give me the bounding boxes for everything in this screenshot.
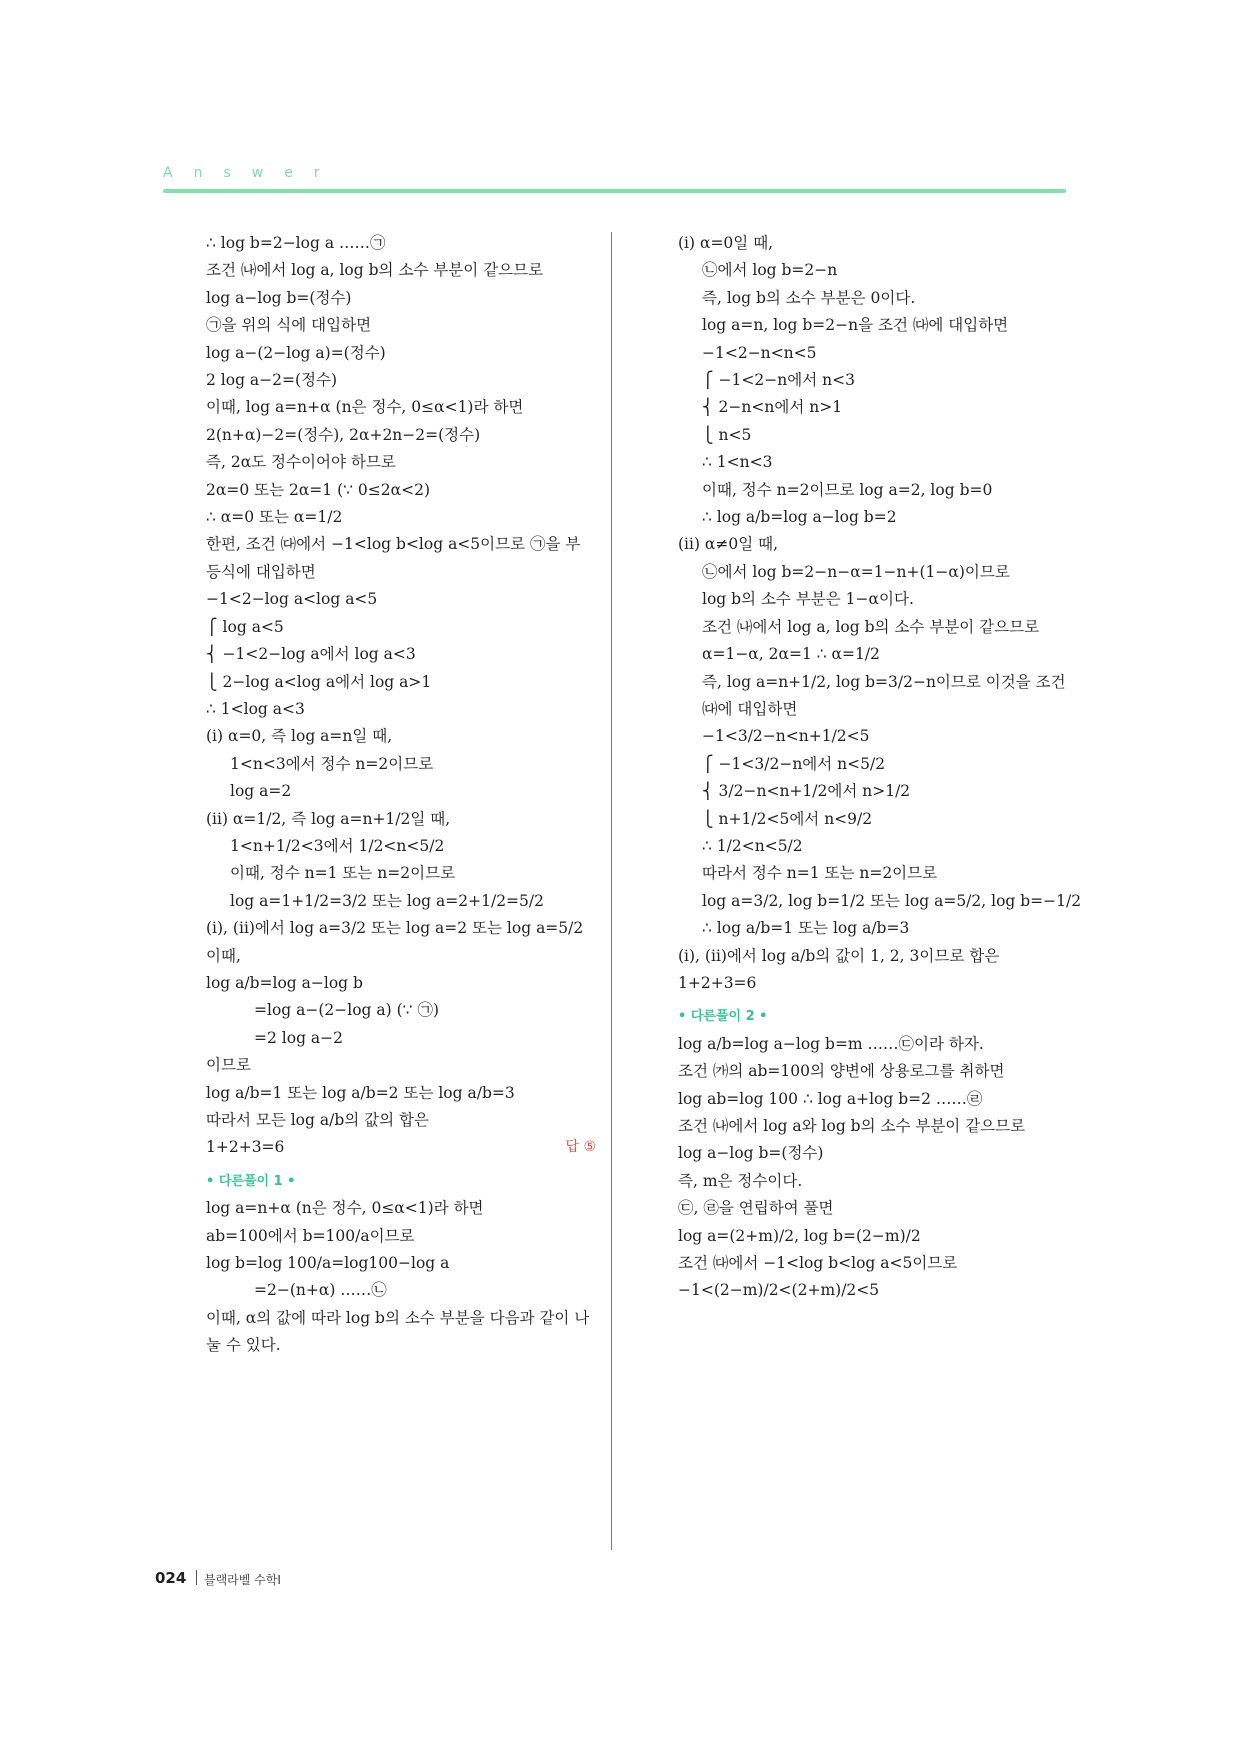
solution-line: ⎧ −1<3/2−n에서 n<5/2 [702,754,886,773]
solution-line: log a=n+α (n은 정수, 0≤α<1)라 하면 [206,1199,484,1218]
solution-line: 즉, m은 정수이다. [678,1171,803,1190]
solution-line: 즉, log a=n+1/2, log b=3/2−n이므로 이것을 조건 [702,672,1066,691]
solution-line: 이때, 정수 n=1 또는 n=2이므로 [230,864,456,883]
solution-line: ab=100에서 b=100/a이므로 [206,1226,415,1245]
solution-line: =2−(n+α) ……㉡ [254,1281,387,1300]
solution-line: 1<n+1/2<3에서 1/2<n<5/2 [230,836,445,855]
solution-line: ㉠을 위의 식에 대입하면 [206,316,372,335]
solution-line: ⎩ n+1/2<5에서 n<9/2 [702,809,873,828]
solution-line: log a=(2+m)/2, log b=(2−m)/2 [678,1226,921,1245]
solution-line: ∴ log b=2−log a ……㉠ [206,234,386,252]
solution-line: −1<3/2−n<n+1/2<5 [702,727,870,746]
solution-line: ㈐에 대입하면 [702,699,798,718]
solution-line: ∴ 1<n<3 [702,453,773,472]
solution-line: 등식에 대입하면 [206,562,316,581]
solution-line: log b=log 100/a=log100−log a [206,1254,450,1273]
solution-line: log a/b=1 또는 log a/b=2 또는 log a/b=3 [206,1083,515,1102]
solution-line: 조건 ㈏에서 log a, log b의 소수 부분이 같으므로 [702,617,1040,636]
solution-line: 이때, 정수 n=2이므로 log a=2, log b=0 [702,480,993,499]
header-rule [163,189,1066,193]
solution-line: 2 log a−2=(정수) [206,371,338,390]
solution-line: −1<2−n<n<5 [702,343,817,362]
solution-line: ㉢, ㉣을 연립하여 풀면 [678,1199,834,1218]
solution-line: 이때, α의 값에 따라 log b의 소수 부분을 다음과 같이 나 [206,1308,590,1327]
solution-line: 1<n<3에서 정수 n=2이므로 [230,754,434,773]
solution-line: 눌 수 있다. [206,1336,281,1355]
solution-line: 2α=0 또는 2α=1 (∵ 0≤2α<2) [206,480,430,499]
solution-line: 조건 ㈎의 ab=100의 양변에 상용로그를 취하면 [678,1062,1005,1081]
solution-line: ㉡에서 log b=2−n [702,261,838,280]
header-label: Answer [163,165,341,181]
solution-line: log a−log b=(정수) [678,1144,824,1163]
solution-line: ∴ α=0 또는 α=1/2 [206,508,343,527]
solution-line: (ⅱ) α≠0일 때, [678,535,779,554]
right-column [678,230,1082,1305]
solution-line: α=1−α, 2α=1 ∴ α=1/2 [702,645,880,664]
solution-line: 조건 ㈐에서 −1<log b<log a<5이므로 [678,1254,958,1273]
solution-line: 따라서 모든 log a/b의 값의 합은 [206,1111,429,1129]
solution-line: (ⅰ) α=0일 때, [678,234,774,252]
solution-line: 이므로 [206,1056,251,1075]
alt-solution-heading: • 다른풀이 2 • [678,1009,768,1025]
solution-line: ⎧ −1<2−n에서 n<3 [702,371,855,390]
solution-line: ⎨ −1<2−log a에서 log a<3 [206,645,416,664]
solution-line: log b의 소수 부분은 1−α이다. [702,590,914,609]
column-divider [611,232,612,1550]
solution-line: ⎧ log a<5 [206,617,284,636]
solution-line: −1<2−log a<log a<5 [206,590,378,609]
solution-line: 이때, log a=n+α (n은 정수, 0≤α<1)라 하면 [206,398,524,417]
solution-line: (ⅰ), (ⅱ)에서 log a=3/2 또는 log a=2 또는 log a=5/2 [206,919,584,938]
solution-line: ⎨ 3/2−n<n+1/2에서 n>1/2 [702,782,911,801]
left-column [206,230,596,1360]
solution-line: (ⅰ), (ⅱ)에서 log a/b의 값이 1, 2, 3이므로 합은 [678,946,1000,965]
answer-tag: 답 ⑤ [565,1139,596,1156]
solution-line: 1+2+3=6 [678,973,757,992]
solution-line: 한편, 조건 ㈐에서 −1<log b<log a<5이므로 ㉠을 부 [206,535,581,554]
solution-line: (ⅰ) α=0, 즉 log a=n일 때, [206,727,393,746]
solution-line: 이때, [206,946,241,965]
solution-line: 조건 ㈏에서 log a와 log b의 소수 부분이 같으므로 [678,1117,1026,1135]
solution-line: 따라서 정수 n=1 또는 n=2이므로 [702,864,938,883]
solution-line: log a−log b=(정수) [206,288,352,307]
solution-line: log a=n, log b=2−n을 조건 ㈐에 대입하면 [702,316,1009,335]
answer-line [206,1134,596,1161]
footer-separator [196,1570,197,1585]
book-title: 블랙라벨 수학Ⅰ [204,1573,281,1587]
solution-line: ∴ 1<log a<3 [206,699,305,718]
solution-line: −1<(2−m)/2<(2+m)/2<5 [678,1281,880,1300]
solution-line: ㉡에서 log b=2−n−α=1−n+(1−α)이므로 [702,562,1010,581]
solution-line: ∴ log a/b=1 또는 log a/b=3 [702,919,910,938]
solution-line: ∴ log a/b=log a−log b=2 [702,508,897,527]
solution-line: =log a−(2−log a) (∵ ㉠) [254,1001,439,1020]
solution-line: (ⅱ) α=1/2, 즉 log a=n+1/2일 때, [206,809,451,828]
solution-line: log a=2 [230,782,292,801]
solution-line: log a−(2−log a)=(정수) [206,343,386,362]
solution-line: ⎩ n<5 [702,425,752,444]
solution-line: 즉, log b의 소수 부분은 0이다. [702,288,916,307]
page-number: 024 [155,1569,187,1587]
alt-solution-heading: • 다른풀이 1 • [206,1173,296,1189]
solution-line: 2(n+α)−2=(정수), 2α+2n−2=(정수) [206,425,481,444]
solution-line: =2 log a−2 [254,1028,344,1047]
solution-line: log a=3/2, log b=1/2 또는 log a=5/2, log b=−1/2 [702,891,1082,910]
solution-line: ⎨ 2−n<n에서 n>1 [702,398,843,417]
solution-line: ∴ 1/2<n<5/2 [702,836,803,855]
solution-line: log a/b=log a−log b=m ……㉢이라 하자. [678,1034,984,1053]
solution-line: 즉, 2α도 정수이어야 하므로 [206,453,396,472]
solution-line: log a=1+1/2=3/2 또는 log a=2+1/2=5/2 [230,891,544,910]
solution-line: 조건 ㈏에서 log a, log b의 소수 부분이 같으므로 [206,261,544,280]
solution-line-text: 1+2+3=6 [206,1138,285,1157]
solution-line: log ab=log 100 ∴ log a+log b=2 ……㉣ [678,1089,983,1108]
solution-line: ⎩ 2−log a<log a에서 log a>1 [206,672,432,691]
solution-line: log a/b=log a−log b [206,973,363,992]
